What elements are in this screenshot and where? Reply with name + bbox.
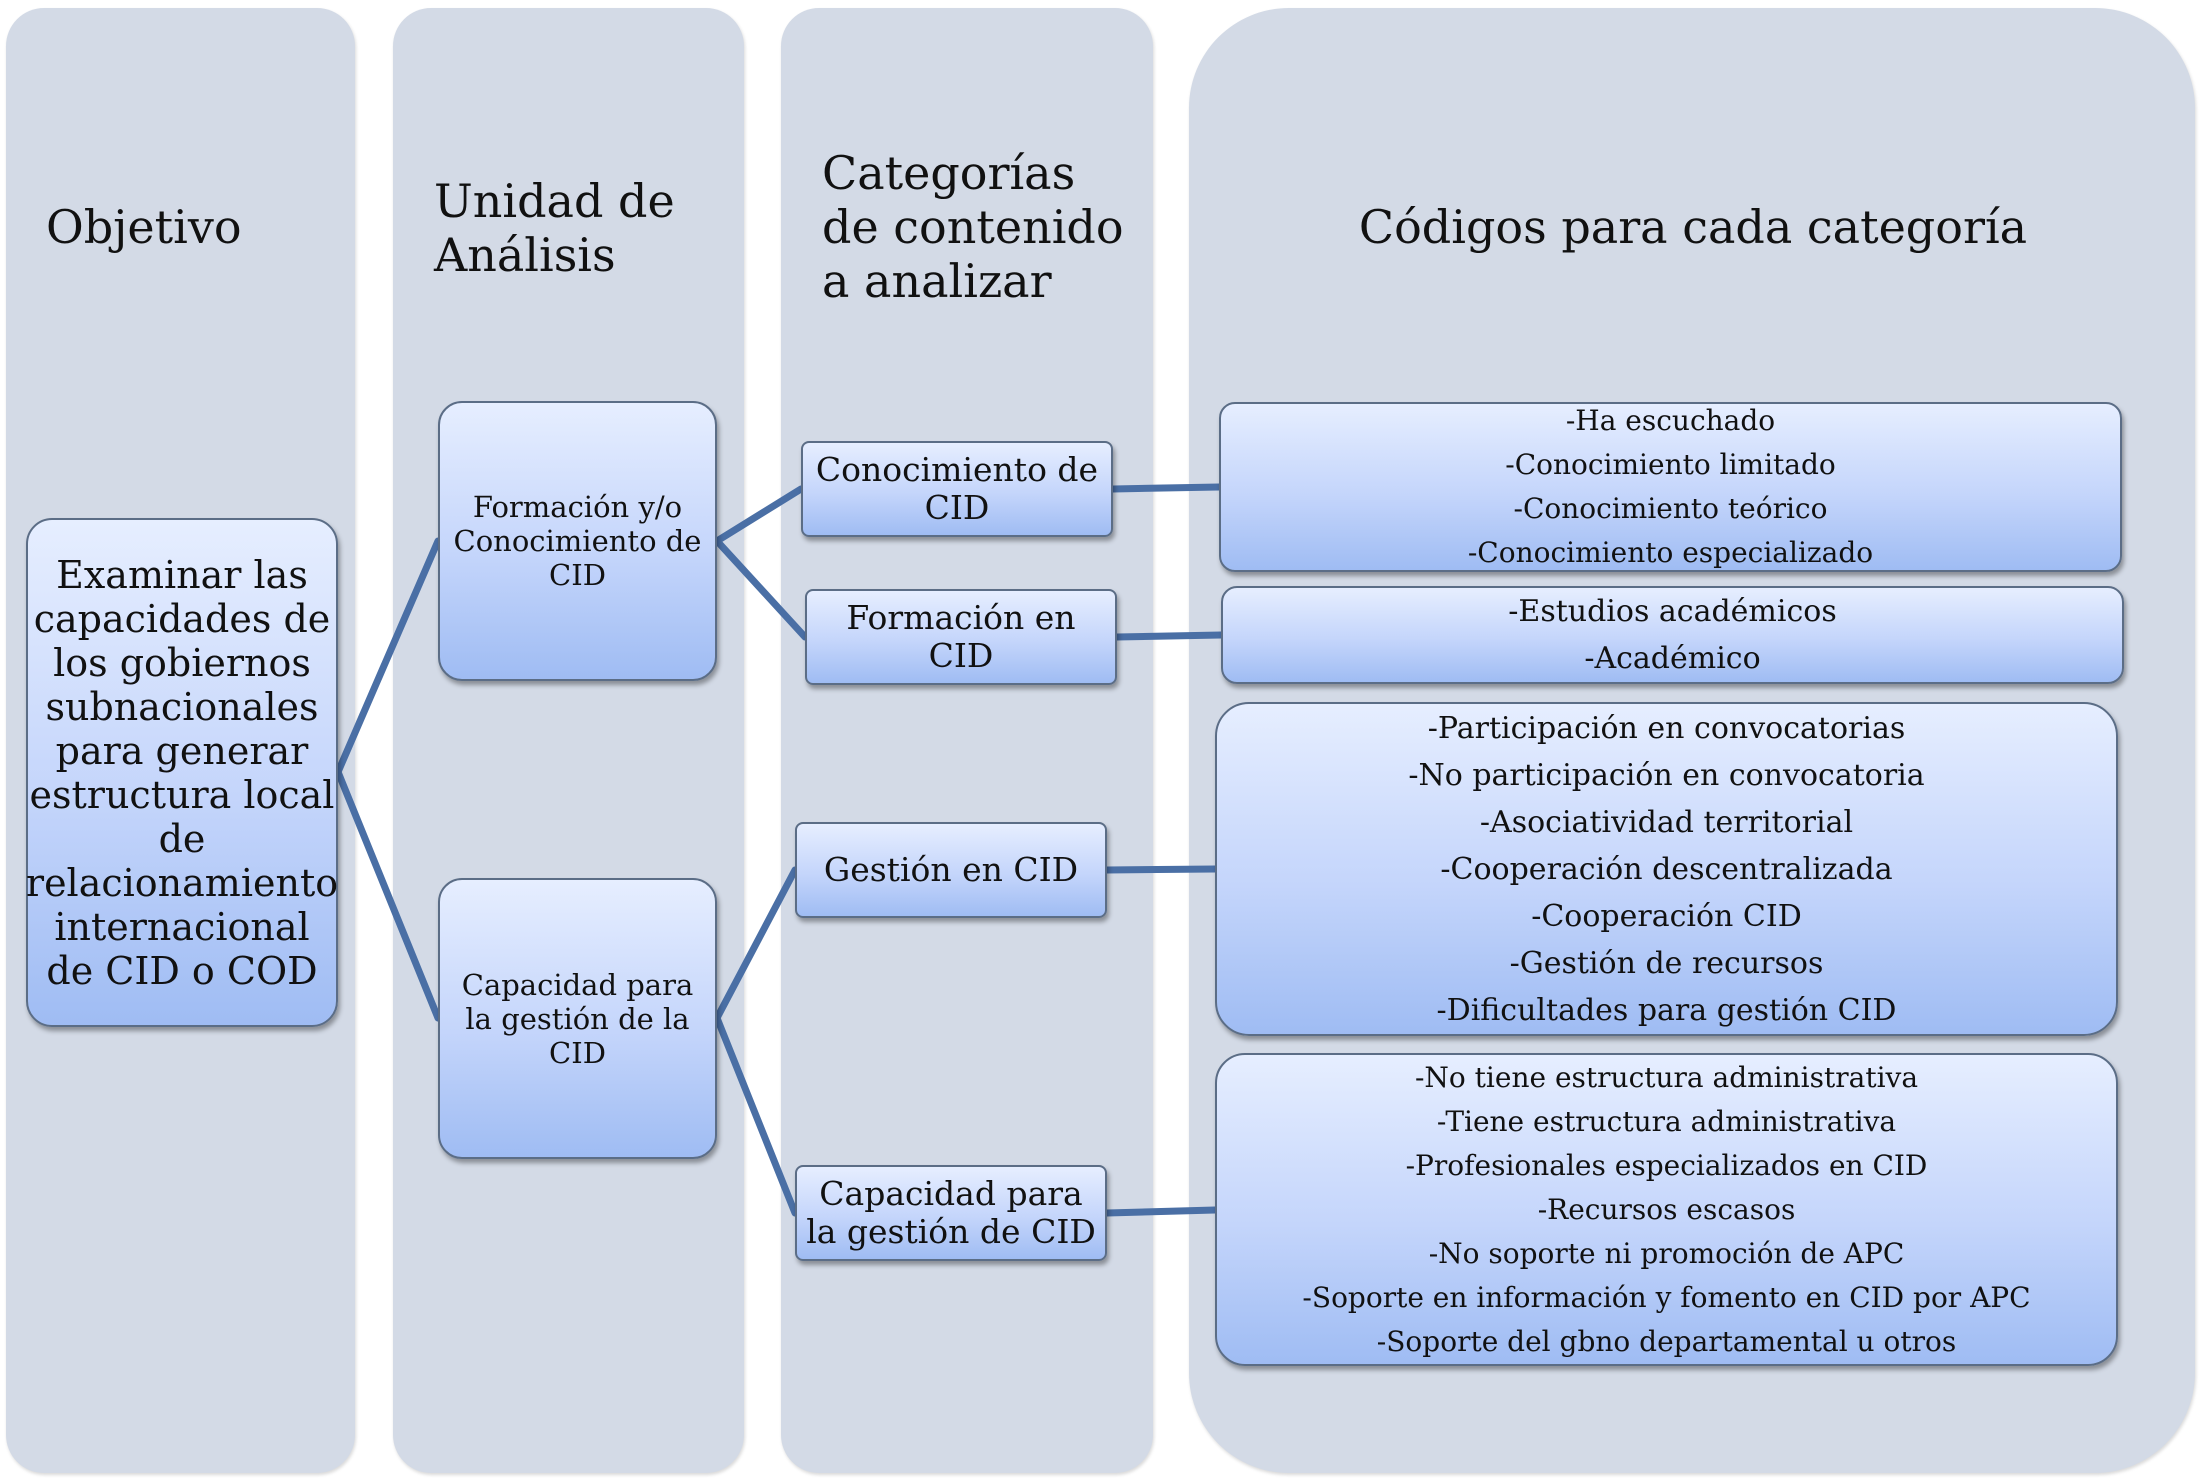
connector-objective-unit1: [338, 541, 438, 772]
code-item: -Soporte del gbno departamental u otros: [1376, 1324, 1957, 1358]
header-codigos: Códigos para cada categoría: [1358, 200, 2028, 254]
code-item: -No tiene estructura administrativa: [1414, 1060, 1919, 1094]
code-item: -Académico: [1584, 641, 1761, 676]
category-label: Capacidad para la gestión de CID: [806, 1174, 1096, 1251]
unit-formacion-box: [438, 401, 717, 681]
connector-unit1-cat1: [717, 489, 801, 541]
unit-capacidad-box: [438, 878, 717, 1159]
objective-text: Examinar las capacidades de los gobiernos subnacionales para generar estructura local de relacionamiento internacional de CID o COD: [25, 552, 339, 993]
codes-capacidad-box: [1215, 1053, 2118, 1366]
connector-cat4-codes4: [1107, 1210, 1215, 1213]
category-formacion-box: [805, 589, 1117, 685]
code-item: -Conocimiento especializado: [1467, 536, 1874, 569]
header-categorias: Categorías de contenido a analizar: [822, 146, 1124, 308]
header-unidad-analisis: Unidad de Análisis: [434, 174, 675, 282]
category-label: Gestión en CID: [823, 850, 1079, 889]
unit-formacion-label: Formación y/o Conocimiento de CID: [453, 490, 702, 592]
code-item: -Cooperación CID: [1531, 898, 1802, 934]
code-item: -Estudios académicos: [1508, 594, 1837, 629]
header-objetivo: Objetivo: [46, 200, 242, 254]
code-item: -Participación en convocatorias: [1427, 710, 1906, 746]
code-item: -Gestión de recursos: [1509, 945, 1824, 981]
category-gestion-box: [795, 822, 1107, 918]
unit-capacidad-label: Capacidad para la gestión de la CID: [461, 967, 694, 1070]
connector-cat2-codes2: [1117, 635, 1221, 637]
connector-objective-unit2: [338, 772, 438, 1018]
category-conocimiento-box: [801, 441, 1113, 537]
connector-cat1-codes1: [1113, 487, 1219, 489]
connector-unit1-cat2: [717, 541, 805, 637]
code-item: -Conocimiento limitado: [1505, 448, 1836, 481]
connector-unit2-cat4: [717, 1018, 795, 1213]
connector-unit2-cat3: [717, 870, 795, 1018]
code-item: -Asociatividad territorial: [1479, 804, 1854, 840]
code-item: -Recursos escasos: [1537, 1192, 1796, 1226]
codes-gestion-box: [1215, 702, 2118, 1036]
category-label: Formación en CID: [846, 598, 1076, 675]
connector-cat3-codes3: [1107, 869, 1215, 870]
codes-conocimiento-box: [1219, 402, 2122, 572]
code-item: -No soporte ni promoción de APC: [1428, 1236, 1905, 1270]
code-item: -Dificultades para gestión CID: [1436, 992, 1897, 1028]
code-item: -Profesionales especializados en CID: [1405, 1148, 1928, 1182]
code-item: -Tiene estructura administrativa: [1436, 1104, 1897, 1138]
code-item: -Soporte en información y fomento en CID por APC: [1302, 1280, 2031, 1314]
code-item: -Ha escuchado: [1565, 404, 1776, 437]
code-item: -Conocimiento teórico: [1513, 492, 1828, 525]
code-item: -No participación en convocatoria: [1408, 757, 1925, 793]
category-capacidad-box: [795, 1165, 1107, 1261]
objective-box: [26, 518, 338, 1027]
category-label: Conocimiento de CID: [815, 450, 1099, 527]
code-item: -Cooperación descentralizada: [1440, 851, 1893, 887]
codes-formacion-box: [1221, 586, 2124, 684]
